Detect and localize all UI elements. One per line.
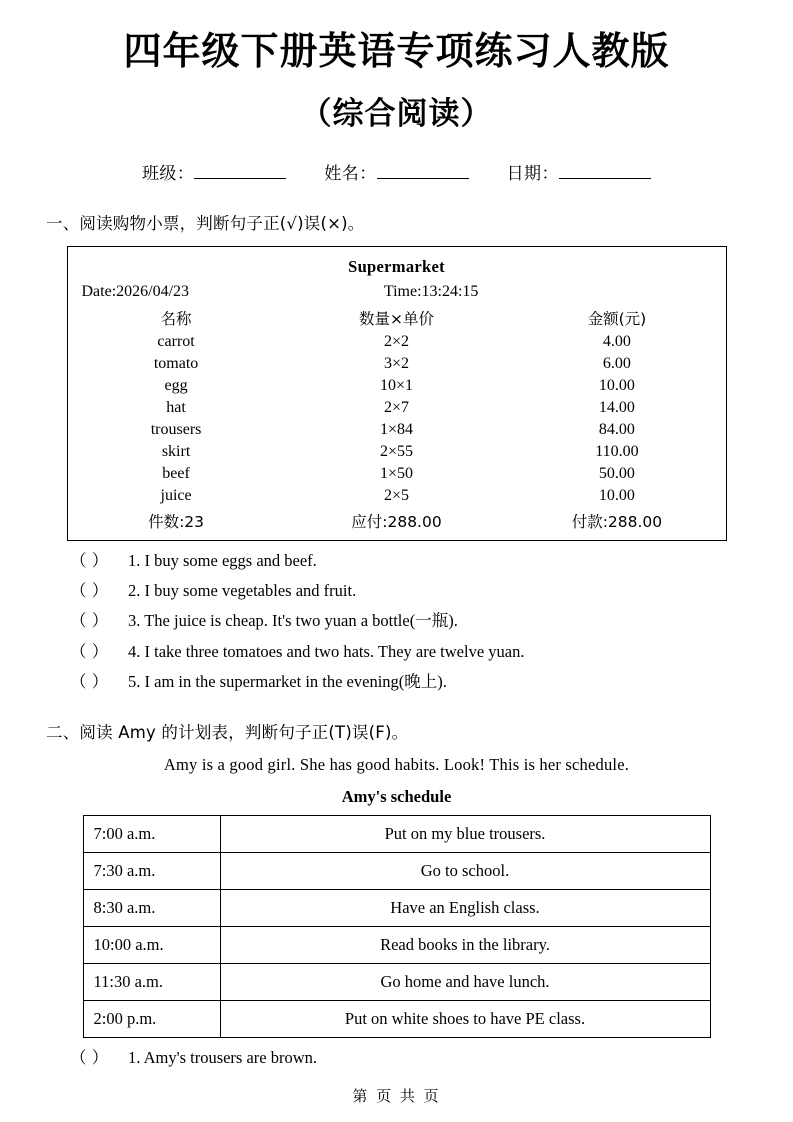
schedule-row	[83, 963, 710, 1000]
receipt-row	[68, 397, 726, 419]
schedule-activity: Go to school.	[220, 852, 710, 889]
class-field	[142, 159, 287, 184]
receipt-header-name: 名称	[160, 309, 192, 328]
receipt-item-name: egg	[164, 376, 188, 394]
section-2-heading: 二、阅读 Amy 的计划表，判断句子正(T)误(F)。	[46, 722, 409, 742]
receipt-item-qty: 2×7	[383, 398, 409, 416]
schedule-row	[83, 889, 710, 926]
receipt-item-qty: 3×2	[383, 354, 409, 372]
receipt-item-name: skirt	[161, 442, 191, 460]
answer-blank[interactable]: （ ）	[70, 550, 109, 570]
date-label: 日期：	[506, 163, 560, 184]
question-text: 1. I buy some eggs and beef.	[128, 550, 317, 570]
schedule-time: 7:30 a.m.	[83, 852, 220, 889]
receipt-item-qty: 10×1	[379, 376, 413, 394]
receipt-total-count: 件数:23	[148, 512, 205, 531]
question-item	[70, 671, 747, 692]
receipt-header-row	[68, 305, 726, 331]
receipt-date: Date:2026/04/23	[81, 282, 190, 300]
schedule-activity: Put on my blue trousers.	[220, 815, 710, 852]
receipt-item-amount: 6.00	[602, 354, 631, 372]
answer-blank[interactable]: （ ）	[70, 580, 109, 600]
section-2-intro: Amy is a good girl. She has good habits. Look! This is her schedule.	[163, 754, 630, 774]
question-text: 4. I take three tomatoes and two hats. They are twelve yuan.	[128, 641, 525, 661]
receipt-total-due: 应付:288.00	[351, 512, 442, 531]
receipt-item-qty: 1×50	[379, 464, 413, 482]
receipt-table	[68, 305, 726, 534]
receipt-time: Time:13:24:15	[383, 282, 479, 300]
date-field	[507, 159, 652, 184]
page-footer: 第 页 共 页	[352, 1087, 441, 1105]
name-label: 姓名：	[324, 163, 377, 184]
answer-blank[interactable]: （ ）	[70, 672, 109, 692]
question-item	[70, 1047, 747, 1068]
receipt-item-amount: 84.00	[598, 420, 635, 438]
schedule-row	[83, 926, 710, 963]
receipt-item-name: carrot	[157, 332, 195, 350]
section-2-questions	[46, 1047, 747, 1068]
receipt-row	[68, 375, 726, 397]
receipt-totals-row	[68, 507, 726, 534]
page-subtitle: （综合阅读）	[300, 95, 493, 132]
section-1-questions	[46, 550, 747, 693]
question-item	[70, 550, 747, 571]
receipt-row	[68, 419, 726, 441]
schedule-table	[83, 815, 711, 1038]
receipt-datetime	[68, 283, 726, 301]
receipt-item-amount: 14.00	[598, 398, 635, 416]
receipt-header-qty: 数量×单价	[358, 309, 434, 328]
schedule-activity: Have an English class.	[220, 889, 710, 926]
receipt-item-name: hat	[166, 398, 186, 416]
question-item	[70, 641, 747, 662]
class-label: 班级：	[141, 163, 195, 184]
receipt-row	[68, 353, 726, 375]
receipt-box	[67, 246, 727, 541]
receipt-row	[68, 441, 726, 463]
receipt-total-paid: 付款:288.00	[571, 512, 663, 531]
receipt-item-amount: 10.00	[598, 486, 635, 504]
name-field	[324, 159, 469, 184]
question-item	[70, 580, 747, 601]
answer-blank[interactable]: （ ）	[70, 1047, 109, 1067]
receipt-item-name: beef	[162, 464, 190, 482]
schedule-activity: Go home and have lunch.	[220, 963, 710, 1000]
date-blank[interactable]	[559, 178, 651, 179]
receipt-item-amount: 110.00	[595, 442, 639, 460]
receipt-row	[68, 485, 726, 507]
question-text: 3. The juice is cheap. It's two yuan a bottle(一瓶).	[128, 611, 458, 631]
question-text: 1. Amy's trousers are brown.	[128, 1047, 318, 1067]
schedule-row	[83, 1000, 710, 1037]
schedule-activity: Put on white shoes to have PE class.	[220, 1000, 710, 1037]
page-title: 四年级下册英语专项练习人教版	[123, 29, 670, 73]
schedule-time: 11:30 a.m.	[83, 963, 220, 1000]
question-text: 5. I am in the supermarket in the evening(晚上).	[128, 672, 447, 692]
answer-blank[interactable]: （ ）	[70, 611, 109, 631]
receipt-item-name: juice	[160, 486, 192, 504]
receipt-item-amount: 4.00	[602, 332, 631, 350]
receipt-item-qty: 2×5	[383, 486, 409, 504]
question-item	[70, 610, 747, 631]
schedule-row	[83, 815, 710, 852]
receipt-title: Supermarket	[348, 256, 445, 276]
answer-blank[interactable]: （ ）	[70, 641, 109, 661]
schedule-time: 10:00 a.m.	[83, 926, 220, 963]
receipt-item-qty: 1×84	[379, 420, 413, 438]
receipt-item-name: tomato	[153, 354, 199, 372]
schedule-time: 2:00 p.m.	[83, 1000, 220, 1037]
receipt-item-qty: 2×55	[379, 442, 413, 460]
student-info-line	[46, 159, 747, 184]
receipt-item-qty: 2×2	[383, 332, 409, 350]
schedule-activity: Read books in the library.	[220, 926, 710, 963]
section-1-heading: 一、阅读购物小票，判断句子正(√)误(×)。	[46, 213, 365, 233]
class-blank[interactable]	[194, 178, 286, 179]
name-blank[interactable]	[377, 178, 469, 179]
receipt-row	[68, 331, 726, 353]
schedule-row	[83, 852, 710, 889]
receipt-item-amount: 50.00	[598, 464, 635, 482]
receipt-item-amount: 10.00	[598, 376, 635, 394]
receipt-header-amount: 金额(元)	[587, 309, 647, 328]
question-text: 2. I buy some vegetables and fruit.	[128, 580, 357, 600]
receipt-row	[68, 463, 726, 485]
schedule-time: 7:00 a.m.	[83, 815, 220, 852]
schedule-title: Amy's schedule	[341, 786, 452, 806]
receipt-item-name: trousers	[150, 420, 202, 438]
schedule-time: 8:30 a.m.	[83, 889, 220, 926]
